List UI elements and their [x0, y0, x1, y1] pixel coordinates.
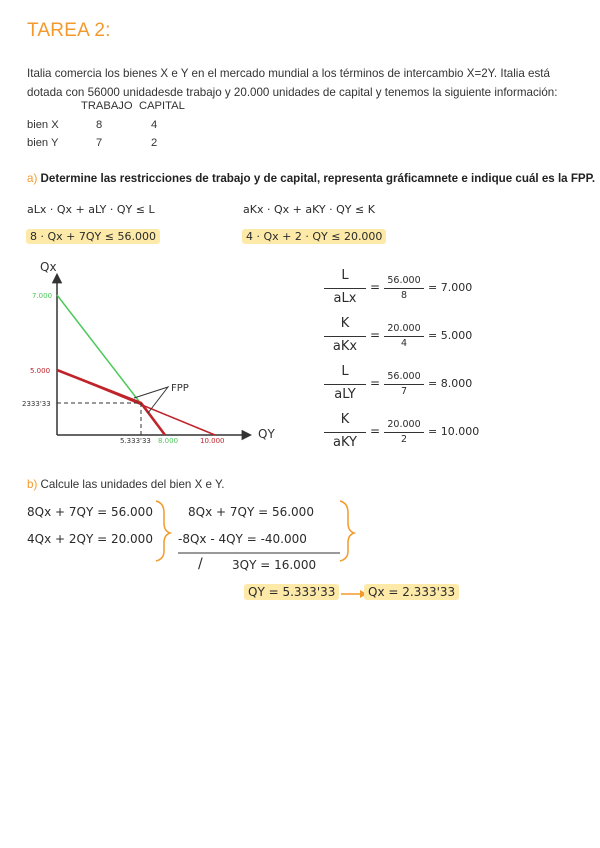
- fraction-denominator: aLx: [333, 291, 357, 306]
- fpp-graph: [20, 255, 310, 455]
- capital-restriction-numeric: 4 · Qx + 2 · QY ≤ 20.000: [242, 229, 386, 244]
- question-a: [27, 172, 595, 185]
- fraction-bar: [384, 384, 424, 385]
- table-header-capital: CAPITAL: [139, 100, 185, 112]
- labor-restriction-numeric: 8 · Qx + 7QY ≤ 56.000: [26, 229, 160, 244]
- fraction-numerator: 56.000: [387, 371, 421, 382]
- fraction-bar: [324, 432, 366, 433]
- fraction-denominator: aLY: [334, 387, 356, 402]
- fraction-denominator: 4: [400, 338, 408, 349]
- system-equation-1: 8Qx + 7QY = 56.000: [27, 505, 153, 519]
- fraction-denominator: 8: [400, 290, 408, 301]
- fraction-row: [320, 316, 510, 360]
- reduction-row-2: -8Qx - 4QY = -40.000: [178, 532, 307, 546]
- fraction-numerator: K: [340, 412, 350, 427]
- table-cell: 2: [151, 137, 158, 149]
- y-label-intersect: 2333'33: [22, 400, 51, 408]
- fpp-label: FPP: [171, 383, 189, 394]
- fraction-denominator: aKY: [333, 435, 357, 450]
- table-row-label: bien Y: [27, 137, 59, 149]
- fraction-result: = 8.000: [428, 377, 473, 390]
- fraction-bar: [384, 336, 424, 337]
- system-equation-2: 4Qx + 2QY = 20.000: [27, 532, 153, 546]
- fraction-result: = 5.000: [428, 329, 473, 342]
- slash-mark: /: [198, 556, 203, 572]
- question-a-text: Determine las restricciones de trabajo y de capital, representa gráficamnete e indique cuál es la FPP.: [40, 172, 596, 185]
- y-axis-label: Qx: [40, 260, 57, 274]
- fraction-bar: [384, 288, 424, 289]
- y-label-green: 7.000: [32, 292, 53, 300]
- fraction-numerator: 20.000: [387, 323, 421, 334]
- fraction-bar: [324, 384, 366, 385]
- fraction-numerator: L: [341, 268, 349, 283]
- equals-sign: =: [370, 280, 381, 294]
- fraction-bar: [384, 432, 424, 433]
- question-b: [27, 478, 224, 491]
- x-axis-label: QY: [258, 427, 275, 441]
- y-label-red: 5.000: [30, 367, 51, 375]
- table-cell: 8: [96, 119, 103, 131]
- reduction-result: 3QY = 16.000: [232, 558, 317, 572]
- table-header-trabajo: TRABAJO: [81, 100, 133, 112]
- reduction-row-1: 8Qx + 7QY = 56.000: [188, 505, 314, 519]
- fraction-bar: [324, 336, 366, 337]
- x-label-green: 8.000: [158, 437, 179, 445]
- answer-qy: QY = 5.333'33: [244, 584, 339, 600]
- intro-paragraph: Italia comercia los bienes X e Y en el mercado mundial a los términos de intercambio X=2Y. Italia está dotada con 56000 unidadesde trabajo y 20.000 unidades de capital y tenemos la siguiente información:: [27, 67, 558, 99]
- fraction-numerator: 20.000: [387, 419, 421, 430]
- fraction-row: [320, 268, 510, 312]
- fraction-row: [320, 364, 510, 408]
- fraction-denominator: 7: [400, 386, 408, 397]
- question-b-letter: b): [27, 478, 38, 491]
- page-title: TAREA 2:: [27, 20, 111, 41]
- question-a-letter: a): [27, 172, 38, 185]
- fraction-denominator: aKx: [332, 339, 358, 354]
- fraction-bar: [324, 288, 366, 289]
- labor-restriction-formula: aLx · Qx + aLY · QY ≤ L: [27, 203, 155, 216]
- x-label-red: 10.000: [200, 437, 225, 445]
- fraction-result: = 10.000: [428, 425, 480, 438]
- left-brace: [156, 501, 170, 561]
- fraction-result: = 7.000: [428, 281, 473, 294]
- capital-restriction-formula: aKx · Qx + aKY · QY ≤ K: [243, 203, 375, 216]
- table-row-label: bien X: [27, 119, 59, 131]
- question-b-text: Calcule las unidades del bien X e Y.: [40, 478, 225, 491]
- fraction-numerator: K: [340, 316, 350, 331]
- fraction-numerator: 56.000: [387, 275, 421, 286]
- fraction-numerator: L: [341, 364, 349, 379]
- equals-sign: =: [370, 376, 381, 390]
- fraction-row: [320, 412, 510, 456]
- answer-qx: Qx = 2.333'33: [364, 584, 459, 600]
- fpp-pointer: [134, 387, 168, 413]
- x-label-intersect: 5.333'33: [120, 437, 151, 445]
- right-brace: [340, 501, 354, 561]
- table-cell: 7: [96, 137, 103, 149]
- equals-sign: =: [370, 328, 381, 342]
- fraction-denominator: 2: [400, 434, 408, 445]
- table-cell: 4: [151, 119, 158, 131]
- equals-sign: =: [370, 424, 381, 438]
